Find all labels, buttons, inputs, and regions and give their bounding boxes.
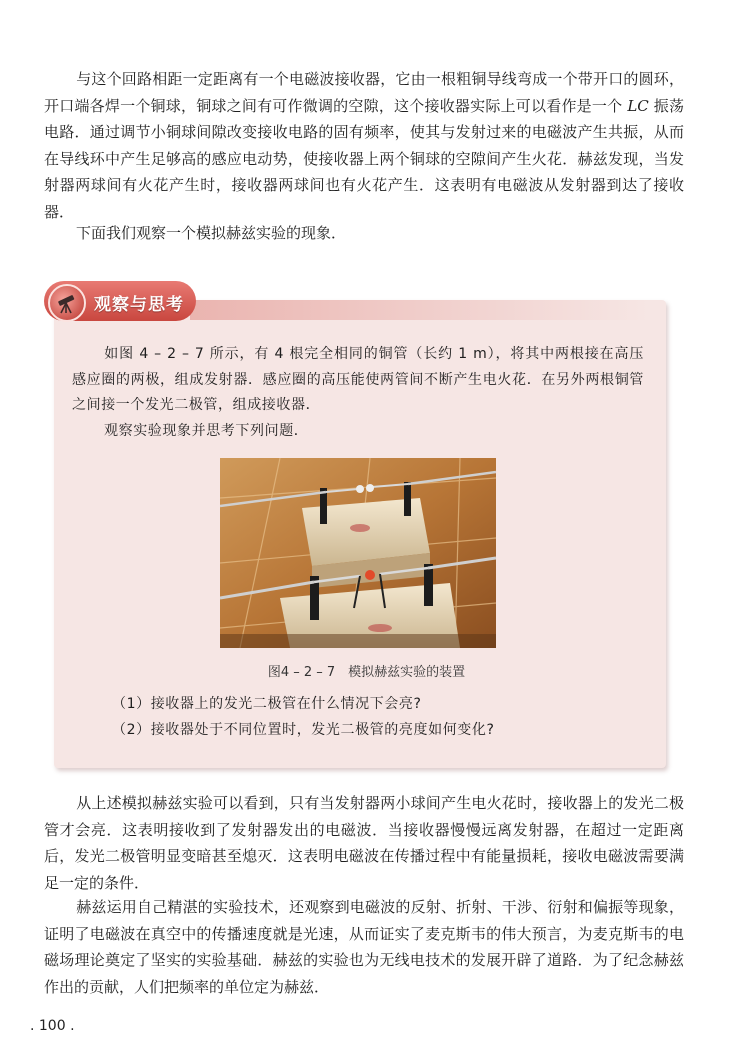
intro-text-2: 振荡电路．通过调节小铜球间隙改变接收电路的固有频率，使其与发射过来的电磁波产生共振，从而在导线环中产生足够高的感应电动势，使接收器上两个铜球的空隙间产生火花．赫兹发现，当发射器两球间有火花产生时，接收器两球间也有火花产生．这表明有电磁波从发射器到达了接收器． — [44, 96, 684, 221]
lead-in-paragraph — [44, 220, 684, 247]
conclusion-text: 从上述模拟赫兹实验可以看到，只有当发射器两小球间产生电火花时，接收器上的发光二极管才会亮．这表明接收到了发射器发出的电磁波．当接收器慢慢远离发射器，在超过一定距离后，发光二极管明显变暗甚至熄灭．这表明电磁波在传播过程中有能量损耗，接收电磁波需要满足一定的条件． — [44, 794, 684, 892]
question-1: （1）接收器上的发光二极管在什么情况下会亮? — [112, 696, 422, 712]
hertz-paragraph — [44, 894, 684, 1000]
box-paragraph-2 — [72, 419, 644, 445]
page-number: . 100 . — [30, 1018, 75, 1034]
telescope-icon — [48, 284, 86, 322]
box-paragraph-1-text: 如图 4 – 2 – 7 所示，有 4 根完全相同的铜管（长约 1 m），将其中两根接在高压感应圈的两极，组成发射器．感应圈的高压能使两管间不断产生电火花．在另外两根铜管之间接一个发光二极管，组成接收器． — [72, 346, 644, 413]
experiment-photo — [220, 458, 496, 648]
box-paragraph-1 — [72, 342, 644, 419]
question-2: （2）接收器处于不同位置时，发光二极管的亮度如何变化? — [112, 722, 495, 738]
box-title: 观察与思考 — [94, 295, 184, 315]
figure-caption: 图4 – 2 – 7 模拟赫兹实验的装置 — [267, 665, 466, 680]
intro-paragraph — [44, 66, 684, 225]
lc-term: LC — [627, 96, 649, 115]
conclusion-paragraph — [44, 790, 684, 896]
box-paragraph-2-text: 观察实验现象并思考下列问题． — [104, 423, 309, 439]
box-header-stripe — [190, 300, 650, 320]
lead-in-text: 下面我们观察一个模拟赫兹实验的现象． — [76, 224, 347, 242]
hertz-text: 赫兹运用自己精湛的实验技术，还观察到电磁波的反射、折射、干涉、衍射和偏振等现象，证明了电磁波在真空中的传播速度就是光速，从而证实了麦克斯韦的伟大预言，为麦克斯韦的电磁场理论奠定了坚实的实验基础．赫兹的实验也为无线电技术的发展开辟了道路．为了纪念赫兹作出的贡献，人们把频率的单位定为赫兹． — [44, 898, 684, 996]
intro-text-1: 与这个回路相距一定距离有一个电磁波接收器，它由一根粗铜导线弯成一个带开口的圆环，开口端各焊一个铜球，铜球之间有可作微调的空隙，这个接收器实际上可以看作是一个 — [44, 70, 684, 115]
